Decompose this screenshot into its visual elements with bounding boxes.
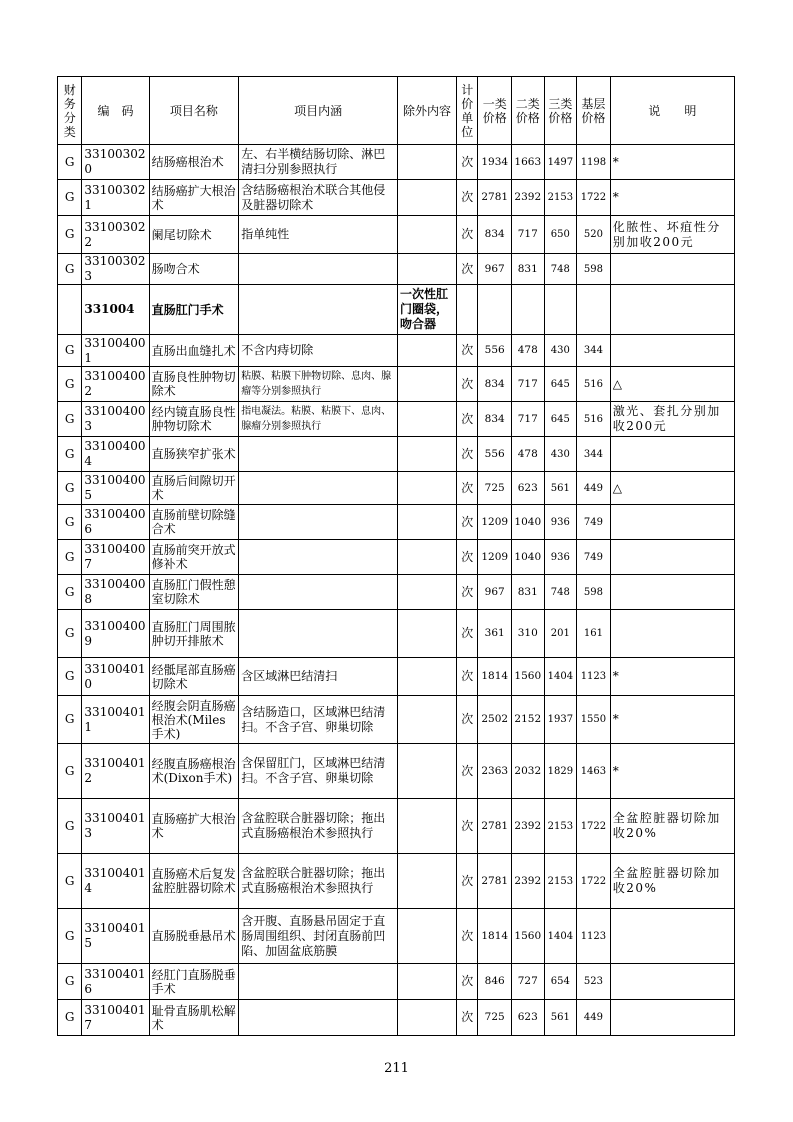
cell-price3: 936 — [544, 505, 577, 540]
cell-note — [610, 335, 734, 367]
cell-price4: 1722 — [577, 854, 611, 909]
table-row — [58, 909, 735, 964]
cell-exclusions — [398, 696, 457, 744]
cell-name: 经内镜直肠良性肿物切除术 — [149, 402, 239, 437]
cell-category: G — [58, 216, 82, 254]
cell-code: 331003021 — [82, 180, 149, 216]
page-number: 211 — [384, 1061, 409, 1076]
cell-code: 331004002 — [82, 367, 149, 402]
cell-unit: 次 — [457, 658, 478, 696]
table-row — [58, 658, 735, 696]
cell-price3: 561 — [544, 472, 577, 505]
cell-content: 含区域淋巴结清扫 — [239, 658, 398, 696]
cell-price2: 1663 — [512, 145, 545, 180]
cell-name: 直肠脱垂悬吊术 — [149, 909, 239, 964]
cell-price3: 650 — [544, 216, 577, 254]
cell-code: 331004012 — [82, 744, 149, 799]
cell-code: 331004009 — [82, 610, 149, 658]
cell-name: 直肠癌术后复发盆腔脏器切除术 — [149, 854, 239, 909]
cell-price2: 478 — [512, 437, 545, 472]
cell-exclusions — [398, 744, 457, 799]
table-row — [58, 744, 735, 799]
cell-price1: 2781 — [478, 180, 512, 216]
cell-price2: 717 — [512, 402, 545, 437]
cell-price1: 1814 — [478, 909, 512, 964]
cell-price4: 1123 — [577, 909, 611, 964]
header-unit: 计价单位 — [457, 77, 478, 145]
cell-exclusions — [398, 799, 457, 854]
cell-name: 直肠肛门周围脓肿切开排脓术 — [149, 610, 239, 658]
cell-exclusions — [398, 437, 457, 472]
table-row — [58, 610, 735, 658]
cell-note — [610, 1000, 734, 1036]
cell-category: G — [58, 505, 82, 540]
cell-unit: 次 — [457, 216, 478, 254]
table-row — [58, 505, 735, 540]
cell-exclusions — [398, 402, 457, 437]
cell-category: G — [58, 610, 82, 658]
cell-unit: 次 — [457, 575, 478, 610]
table-row — [58, 964, 735, 1000]
cell-unit: 次 — [457, 799, 478, 854]
cell-unit: 次 — [457, 145, 478, 180]
cell-price4: 1198 — [577, 145, 611, 180]
cell-price1: 834 — [478, 216, 512, 254]
cell-code: 331004007 — [82, 540, 149, 575]
cell-price2: 1560 — [512, 909, 545, 964]
cell-category: G — [58, 744, 82, 799]
cell-price4: 1722 — [577, 799, 611, 854]
cell-price4: 520 — [577, 216, 611, 254]
cell-price4: 449 — [577, 1000, 611, 1036]
cell-name: 耻骨直肠肌松解术 — [149, 1000, 239, 1036]
cell-price2: 2392 — [512, 854, 545, 909]
table-row — [58, 799, 735, 854]
cell-price1: 1814 — [478, 658, 512, 696]
cell-price3: 645 — [544, 402, 577, 437]
cell-code: 331003022 — [82, 216, 149, 254]
cell-content — [239, 610, 398, 658]
cell-price2: 831 — [512, 254, 545, 285]
cell-price4: 161 — [577, 610, 611, 658]
cell-exclusions — [398, 964, 457, 1000]
cell-note: △ — [610, 472, 734, 505]
cell-price1: 2781 — [478, 799, 512, 854]
cell-exclusions — [398, 909, 457, 964]
cell-price1: 361 — [478, 610, 512, 658]
cell-name: 阑尾切除术 — [149, 216, 239, 254]
cell-unit: 次 — [457, 744, 478, 799]
cell-code: 331004011 — [82, 696, 149, 744]
header-code: 编 码 — [82, 77, 149, 145]
cell-content: 含结肠癌根治术联合其他侵及脏器切除术 — [239, 180, 398, 216]
header-content: 项目内涵 — [239, 77, 398, 145]
cell-price1: 556 — [478, 437, 512, 472]
cell-exclusions — [398, 254, 457, 285]
cell-code: 331004014 — [82, 854, 149, 909]
cell-note: 化脓性、坏疽性分别加收200元 — [610, 216, 734, 254]
cell-price2: 623 — [512, 472, 545, 505]
cell-price4: 598 — [577, 254, 611, 285]
cell-price1: 834 — [478, 367, 512, 402]
cell-content: 粘膜、粘膜下肿物切除、息肉、腺瘤等分别参照执行 — [239, 367, 398, 402]
header-exclusions: 除外内容 — [398, 77, 457, 145]
cell-content: 不含内痔切除 — [239, 335, 398, 367]
cell-price2 — [512, 285, 545, 335]
cell-content — [239, 254, 398, 285]
cell-price4: 1463 — [577, 744, 611, 799]
cell-category: G — [58, 335, 82, 367]
header-price4: 基层价格 — [577, 77, 611, 145]
cell-name: 直肠前壁切除缝合术 — [149, 505, 239, 540]
cell-note: 全盆腔脏器切除加收20% — [610, 799, 734, 854]
cell-code: 331004 — [82, 285, 149, 335]
cell-note — [610, 909, 734, 964]
cell-unit: 次 — [457, 367, 478, 402]
cell-unit: 次 — [457, 254, 478, 285]
cell-price1: 967 — [478, 254, 512, 285]
cell-content — [239, 575, 398, 610]
cell-price2: 2152 — [512, 696, 545, 744]
cell-exclusions — [398, 180, 457, 216]
table-row — [58, 145, 735, 180]
cell-category: G — [58, 402, 82, 437]
header-note: 说 明 — [610, 77, 734, 145]
cell-exclusions — [398, 540, 457, 575]
cell-category: G — [58, 575, 82, 610]
cell-price4: 523 — [577, 964, 611, 1000]
cell-name: 直肠前突开放式修补术 — [149, 540, 239, 575]
table-row — [58, 540, 735, 575]
cell-price1: 725 — [478, 472, 512, 505]
cell-exclusions — [398, 575, 457, 610]
table-row — [58, 696, 735, 744]
cell-note — [610, 575, 734, 610]
cell-name: 直肠肛门假性憩室切除术 — [149, 575, 239, 610]
cell-price4: 1550 — [577, 696, 611, 744]
cell-name: 经腹直肠癌根治术(Dixon手术) — [149, 744, 239, 799]
cell-content: 含开腹、直肠悬吊固定于直肠周围组织、封闭直肠前凹陷、加固盆底筋膜 — [239, 909, 398, 964]
header-category: 财务分类 — [58, 77, 82, 145]
cell-price3: 1404 — [544, 658, 577, 696]
cell-price2: 2032 — [512, 744, 545, 799]
cell-code: 331004016 — [82, 964, 149, 1000]
table-body — [58, 145, 735, 1036]
cell-name: 直肠癌扩大根治术 — [149, 799, 239, 854]
cell-price3 — [544, 285, 577, 335]
cell-name: 肠吻合术 — [149, 254, 239, 285]
cell-price2: 2392 — [512, 180, 545, 216]
cell-price2: 717 — [512, 367, 545, 402]
cell-code: 331003023 — [82, 254, 149, 285]
cell-unit: 次 — [457, 909, 478, 964]
cell-content: 左、右半横结肠切除、淋巴清扫分别参照执行 — [239, 145, 398, 180]
cell-code: 331004017 — [82, 1000, 149, 1036]
cell-note: * — [610, 180, 734, 216]
cell-name: 经骶尾部直肠癌切除术 — [149, 658, 239, 696]
cell-price3: 2153 — [544, 180, 577, 216]
cell-content — [239, 540, 398, 575]
cell-content — [239, 472, 398, 505]
cell-price1: 556 — [478, 335, 512, 367]
table-row — [58, 854, 735, 909]
cell-code: 331004005 — [82, 472, 149, 505]
cell-price1: 2502 — [478, 696, 512, 744]
table-row — [58, 335, 735, 367]
cell-name: 直肠出血缝扎术 — [149, 335, 239, 367]
header-price1: 一类价格 — [478, 77, 512, 145]
table-row — [58, 180, 735, 216]
cell-note: △ — [610, 367, 734, 402]
cell-price4: 516 — [577, 367, 611, 402]
cell-price4 — [577, 285, 611, 335]
cell-content — [239, 964, 398, 1000]
cell-name: 结肠癌扩大根治术 — [149, 180, 239, 216]
cell-price3: 2153 — [544, 854, 577, 909]
cell-exclusions — [398, 367, 457, 402]
table-row — [58, 254, 735, 285]
cell-price1: 1934 — [478, 145, 512, 180]
cell-unit: 次 — [457, 964, 478, 1000]
cell-code: 331004003 — [82, 402, 149, 437]
cell-name: 经腹会阴直肠癌根治术(Miles手术) — [149, 696, 239, 744]
cell-code: 331004013 — [82, 799, 149, 854]
cell-unit: 次 — [457, 540, 478, 575]
cell-unit: 次 — [457, 854, 478, 909]
cell-note — [610, 437, 734, 472]
cell-price3: 936 — [544, 540, 577, 575]
cell-price4: 449 — [577, 472, 611, 505]
cell-note — [610, 254, 734, 285]
cell-note: 激光、套扎分别加收200元 — [610, 402, 734, 437]
header-name: 项目名称 — [149, 77, 239, 145]
table-row — [58, 285, 735, 335]
cell-exclusions — [398, 472, 457, 505]
cell-content — [239, 285, 398, 335]
cell-unit: 次 — [457, 1000, 478, 1036]
cell-note — [610, 540, 734, 575]
cell-content: 含盆腔联合脏器切除；拖出式直肠癌根治术参照执行 — [239, 799, 398, 854]
cell-price3: 654 — [544, 964, 577, 1000]
price-table — [57, 76, 735, 1036]
cell-note — [610, 505, 734, 540]
cell-price2: 831 — [512, 575, 545, 610]
cell-price3: 430 — [544, 437, 577, 472]
cell-price2: 727 — [512, 964, 545, 1000]
cell-price1: 846 — [478, 964, 512, 1000]
cell-note — [610, 964, 734, 1000]
cell-note: * — [610, 696, 734, 744]
cell-note — [610, 610, 734, 658]
cell-exclusions — [398, 1000, 457, 1036]
cell-price1 — [478, 285, 512, 335]
cell-category: G — [58, 909, 82, 964]
cell-unit: 次 — [457, 472, 478, 505]
cell-code: 331003020 — [82, 145, 149, 180]
cell-name: 直肠肛门手术 — [149, 285, 239, 335]
cell-category: G — [58, 1000, 82, 1036]
cell-price4: 344 — [577, 437, 611, 472]
cell-content — [239, 437, 398, 472]
cell-code: 331004001 — [82, 335, 149, 367]
cell-price1: 1209 — [478, 540, 512, 575]
cell-category: G — [58, 696, 82, 744]
cell-price3: 1404 — [544, 909, 577, 964]
cell-price4: 598 — [577, 575, 611, 610]
cell-note: * — [610, 744, 734, 799]
header-row — [58, 77, 735, 145]
cell-unit: 次 — [457, 402, 478, 437]
cell-name: 直肠后间隙切开术 — [149, 472, 239, 505]
cell-unit — [457, 285, 478, 335]
cell-price2: 717 — [512, 216, 545, 254]
cell-exclusions: 一次性肛门圈袋，吻合器 — [398, 285, 457, 335]
cell-price3: 748 — [544, 575, 577, 610]
cell-exclusions — [398, 505, 457, 540]
cell-category: G — [58, 964, 82, 1000]
header-price2: 二类价格 — [512, 77, 545, 145]
cell-category: G — [58, 540, 82, 575]
cell-content: 指单纯性 — [239, 216, 398, 254]
cell-note: * — [610, 145, 734, 180]
cell-exclusions — [398, 145, 457, 180]
cell-price3: 1497 — [544, 145, 577, 180]
cell-price4: 516 — [577, 402, 611, 437]
cell-content: 含盆腔联合脏器切除；拖出式直肠癌根治术参照执行 — [239, 854, 398, 909]
cell-category: G — [58, 367, 82, 402]
cell-price3: 430 — [544, 335, 577, 367]
cell-name: 直肠良性肿物切除术 — [149, 367, 239, 402]
cell-category: G — [58, 437, 82, 472]
cell-price1: 2363 — [478, 744, 512, 799]
cell-content: 指电凝法。粘膜、粘膜下、息肉、腺瘤分别参照执行 — [239, 402, 398, 437]
table-row — [58, 437, 735, 472]
table-row — [58, 402, 735, 437]
cell-unit: 次 — [457, 505, 478, 540]
cell-price2: 1040 — [512, 540, 545, 575]
cell-code: 331004015 — [82, 909, 149, 964]
cell-content: 含结肠造口，区域淋巴结清扫。不含子宫、卵巢切除 — [239, 696, 398, 744]
cell-category: G — [58, 854, 82, 909]
cell-note: * — [610, 658, 734, 696]
cell-price3: 561 — [544, 1000, 577, 1036]
cell-price4: 749 — [577, 505, 611, 540]
cell-price2: 310 — [512, 610, 545, 658]
cell-code: 331004006 — [82, 505, 149, 540]
cell-price2: 623 — [512, 1000, 545, 1036]
cell-price1: 967 — [478, 575, 512, 610]
cell-price3: 748 — [544, 254, 577, 285]
cell-unit: 次 — [457, 437, 478, 472]
cell-price2: 1560 — [512, 658, 545, 696]
cell-price2: 2392 — [512, 799, 545, 854]
cell-price4: 344 — [577, 335, 611, 367]
cell-category: G — [58, 145, 82, 180]
cell-category: G — [58, 254, 82, 285]
cell-category: G — [58, 799, 82, 854]
cell-unit: 次 — [457, 335, 478, 367]
cell-name: 经肛门直肠脱垂手术 — [149, 964, 239, 1000]
header-price3: 三类价格 — [544, 77, 577, 145]
cell-price3: 645 — [544, 367, 577, 402]
cell-unit: 次 — [457, 180, 478, 216]
cell-exclusions — [398, 610, 457, 658]
cell-code: 331004008 — [82, 575, 149, 610]
cell-category: G — [58, 180, 82, 216]
cell-name: 结肠癌根治术 — [149, 145, 239, 180]
cell-price4: 1722 — [577, 180, 611, 216]
cell-price3: 1829 — [544, 744, 577, 799]
cell-category: G — [58, 658, 82, 696]
cell-price2: 478 — [512, 335, 545, 367]
cell-note — [610, 285, 734, 335]
cell-code: 331004004 — [82, 437, 149, 472]
cell-price3: 2153 — [544, 799, 577, 854]
table-row — [58, 216, 735, 254]
cell-content — [239, 505, 398, 540]
cell-exclusions — [398, 854, 457, 909]
cell-name: 直肠狭窄扩张术 — [149, 437, 239, 472]
cell-unit: 次 — [457, 696, 478, 744]
cell-price1: 725 — [478, 1000, 512, 1036]
cell-exclusions — [398, 658, 457, 696]
cell-content: 含保留肛门，区域淋巴结清扫。不含子宫、卵巢切除 — [239, 744, 398, 799]
cell-category — [58, 285, 82, 335]
cell-price1: 834 — [478, 402, 512, 437]
table-row — [58, 1000, 735, 1036]
cell-price4: 749 — [577, 540, 611, 575]
cell-price1: 1209 — [478, 505, 512, 540]
cell-code: 331004010 — [82, 658, 149, 696]
cell-price1: 2781 — [478, 854, 512, 909]
cell-price4: 1123 — [577, 658, 611, 696]
table-row — [58, 472, 735, 505]
cell-category: G — [58, 472, 82, 505]
cell-note: 全盆腔脏器切除加收20% — [610, 854, 734, 909]
cell-price3: 201 — [544, 610, 577, 658]
cell-exclusions — [398, 335, 457, 367]
table-row — [58, 367, 735, 402]
cell-unit: 次 — [457, 610, 478, 658]
table-row — [58, 575, 735, 610]
cell-exclusions — [398, 216, 457, 254]
cell-price2: 1040 — [512, 505, 545, 540]
cell-content — [239, 1000, 398, 1036]
cell-price3: 1937 — [544, 696, 577, 744]
